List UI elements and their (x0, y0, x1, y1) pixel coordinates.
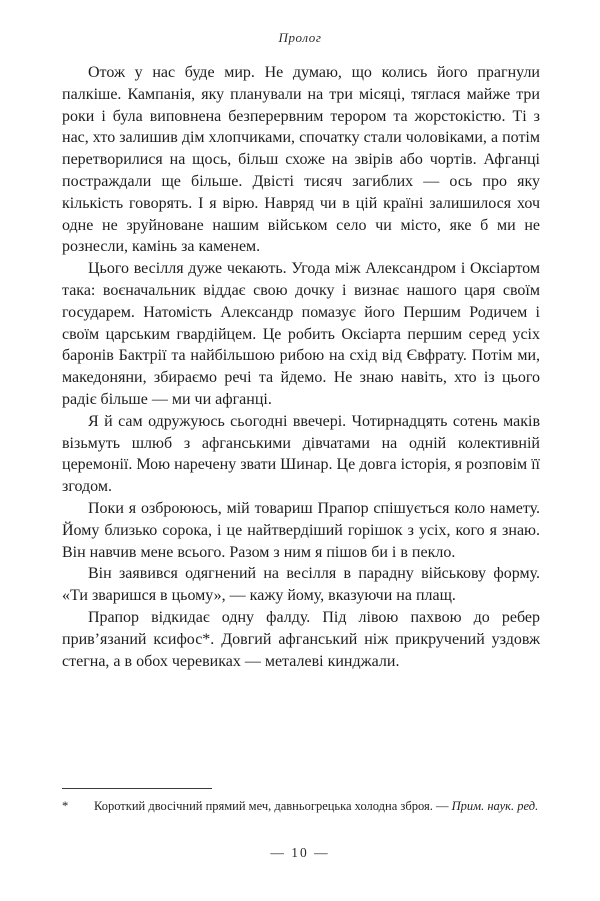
paragraph: Прапор відкидає одну фалду. Під лівою пахвою до ребер прив’язаний ксифос*. Довгий афганський ніж прикручений уздовж стегна, а в обох черевиках — металеві кинджали. (62, 608, 540, 670)
footnote-text-main: Короткий двосічний прямий меч, давньогрецька холодна зброя. — (94, 799, 452, 813)
paragraph: Цього весілля дуже чекають. Угода між Александром і Оксіартом така: воєначальник віддає свою дочку і визнає нашого царя своїм государем. Натомість Александр помазує його Першим Родичем і своїм царським гвардійцем. Це робить Оксіарта першим серед усіх баронів Бактрії та найбільшою рибою на схід від Євфрату. Потім ми, македоняни, збираємо речі та йдемо. Не знаю навіть, хто із цього радіє більше — ми чи афганці. (62, 260, 540, 408)
chapter-running-head: Пролог (278, 30, 322, 45)
paragraph: Отож у нас буде мир. Не думаю, що колись його прагнули палкіше. Кампанія, яку планували на три місяці, тяглася майже три роки і була виповнена безперервним терором та жорстокістю. Ті з нас, хто залишив дім хлопчиками, спочатку стали чоловіками, а потім перетворилися на щось, більш схоже на звірів або чортів. Афганці постраждали ще більше. Двісті тисяч загиблих — ось про яку кількість говорять. І я вірю. Навряд чи в цій країні залишилося хоч одне не зруйноване нашим військом село чи місто, яке б ми не рознесли, камінь за каменем. (62, 64, 540, 256)
paragraph: Поки я озброююсь, мій товариш Прапор спішується коло намету. Йому близько сорока, і це найтвердіший горішок з усіх, кого я знаю. Він навчив мене всього. Разом з ним я пішов би і в пекло. (62, 499, 540, 561)
footnote-source: Прим. наук. ред. (451, 799, 539, 813)
footnote-text (94, 798, 540, 814)
footnote-divider (62, 788, 212, 789)
paragraph: Я й сам одружуюсь сьогодні ввечері. Чотирнадцять сотень маків візьмуть шлюб з афганськими дівчатами на одній колективній церемонії. Мою наречену звати Шинар. Це довга історія, я розповім її згодом. (62, 412, 540, 496)
page-number: — 10 — (270, 845, 330, 860)
footnote-marker: * (62, 799, 69, 813)
body-text (62, 62, 540, 672)
paragraph: Він заявився одягнений на весілля в парадну військову форму. «Ти зваришся в цьому», — кажу йому, вказуючи на плащ. (62, 565, 540, 605)
footnote-area (62, 788, 540, 814)
footnote (62, 798, 540, 814)
